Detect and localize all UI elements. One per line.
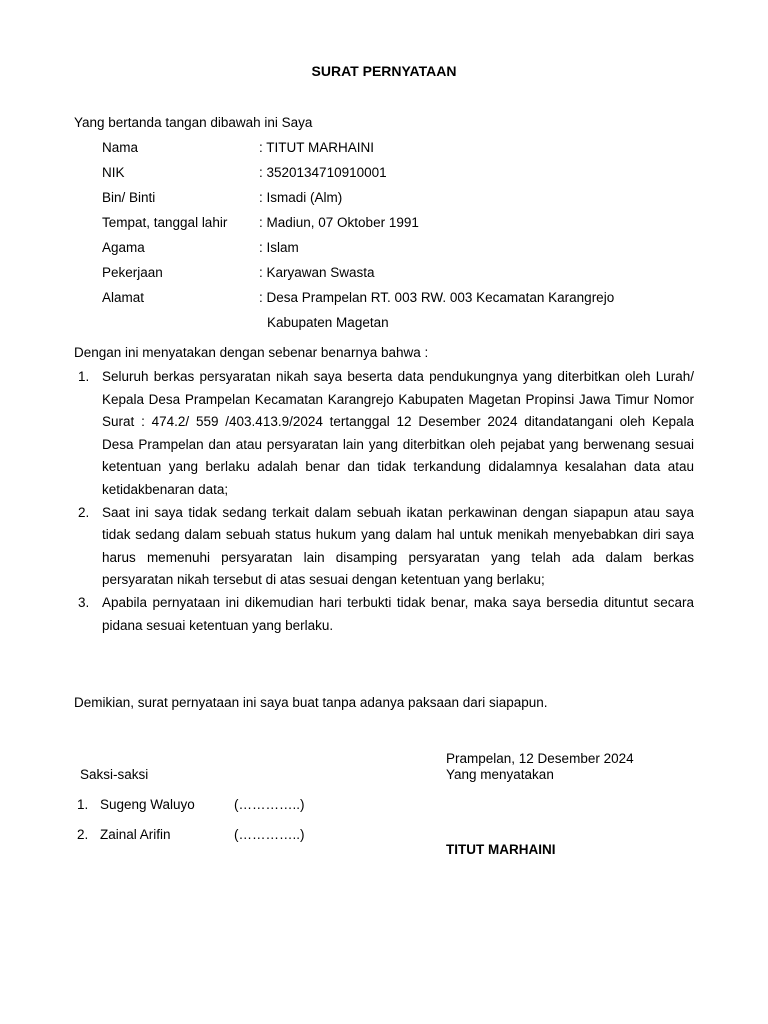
identity-value: : Desa Prampelan RT. 003 RW. 003 Kecamatan Karangrejo bbox=[259, 290, 615, 305]
identity-label: Tempat, tanggal lahir bbox=[102, 215, 228, 230]
declarant-name: TITUT MARHAINI bbox=[446, 842, 556, 857]
witnesses-label: Saksi-saksi bbox=[80, 767, 149, 782]
statement-text: Saat ini saya tidak sedang terkait dalam sebuah ikatan perkawinan dengan siapapun atau saya tidak sedang dalam sebuah status hukum yang dalam hal untuk menikah menyebabkan diri saya harus memenuhi persyaratan lain disamping persyaratan yang telah ada dalam berkas persyaratan nikah tersebut di atas sesuai dengan ketentuan yang berlaku; bbox=[102, 504, 694, 588]
statement-item bbox=[74, 366, 694, 502]
statement-number: 2. bbox=[78, 504, 90, 520]
address-continuation: Kabupaten Magetan bbox=[267, 315, 389, 330]
identity-label: Pekerjaan bbox=[102, 265, 163, 280]
identity-value: : Karyawan Swasta bbox=[259, 265, 375, 280]
statement-item bbox=[74, 502, 694, 592]
identity-value: : 3520134710910001 bbox=[259, 165, 387, 180]
witness-name: Zainal Arifin bbox=[100, 827, 171, 842]
intro-text: Yang bertanda tangan dibawah ini Saya bbox=[74, 115, 313, 130]
identity-label: Agama bbox=[102, 240, 145, 255]
identity-label: NIK bbox=[102, 165, 125, 180]
witness-signature-line: (…………..) bbox=[234, 797, 305, 812]
identity-value: : TITUT MARHAINI bbox=[259, 140, 375, 155]
statement-list bbox=[74, 366, 694, 637]
statement-number: 3. bbox=[78, 594, 90, 610]
identity-value: : Ismadi (Alm) bbox=[259, 190, 343, 205]
identity-label: Nama bbox=[102, 140, 139, 155]
statement-item bbox=[74, 592, 694, 637]
document-title: SURAT PERNYATAAN bbox=[311, 63, 457, 79]
statement-text: Apabila pernyataan ini dikemudian hari terbukti tidak benar, maka saya bersedia dituntut secara pidana sesuai ketentuan yang berlaku. bbox=[102, 594, 694, 633]
identity-label: Alamat bbox=[102, 290, 145, 305]
identity-value: : Islam bbox=[259, 240, 299, 255]
place-date: Prampelan, 12 Desember 2024 bbox=[446, 751, 634, 766]
declaration-intro: Dengan ini menyatakan dengan sebenar benarnya bahwa : bbox=[74, 345, 429, 360]
witness-number: 1. bbox=[77, 797, 89, 812]
witness-signature-line: (…………..) bbox=[234, 827, 305, 842]
statement-number: 1. bbox=[78, 369, 90, 384]
witness-name: Sugeng Waluyo bbox=[100, 797, 195, 812]
identity-label: Bin/ Binti bbox=[102, 190, 156, 205]
witness-number: 2. bbox=[77, 827, 89, 842]
declarant-label: Yang menyatakan bbox=[446, 767, 554, 782]
identity-value: : Madiun, 07 Oktober 1991 bbox=[259, 215, 419, 230]
statement-text: Seluruh berkas persyaratan nikah saya beserta data pendukungnya yang diterbitkan oleh Lurah/ Kepala Desa Prampelan Kecamatan Karangrejo Kabupaten Magetan Propinsi Jawa Timur Nomor Surat : 474.2/ 559 /403.413.9/2024 tertanggal 12 Desember 2024 ditandatangani oleh Kepala Desa Prampelan dan atau persyaratan lain yang diterbitkan oleh pejabat yang berwenang sesuai ketentuan yang berlaku adalah benar dan tidak terkandung didalamnya kesalahan data atau ketidakbenaran data; bbox=[102, 369, 694, 497]
closing-statement: Demikian, surat pernyataan ini saya buat tanpa adanya paksaan dari siapapun. bbox=[74, 695, 548, 710]
